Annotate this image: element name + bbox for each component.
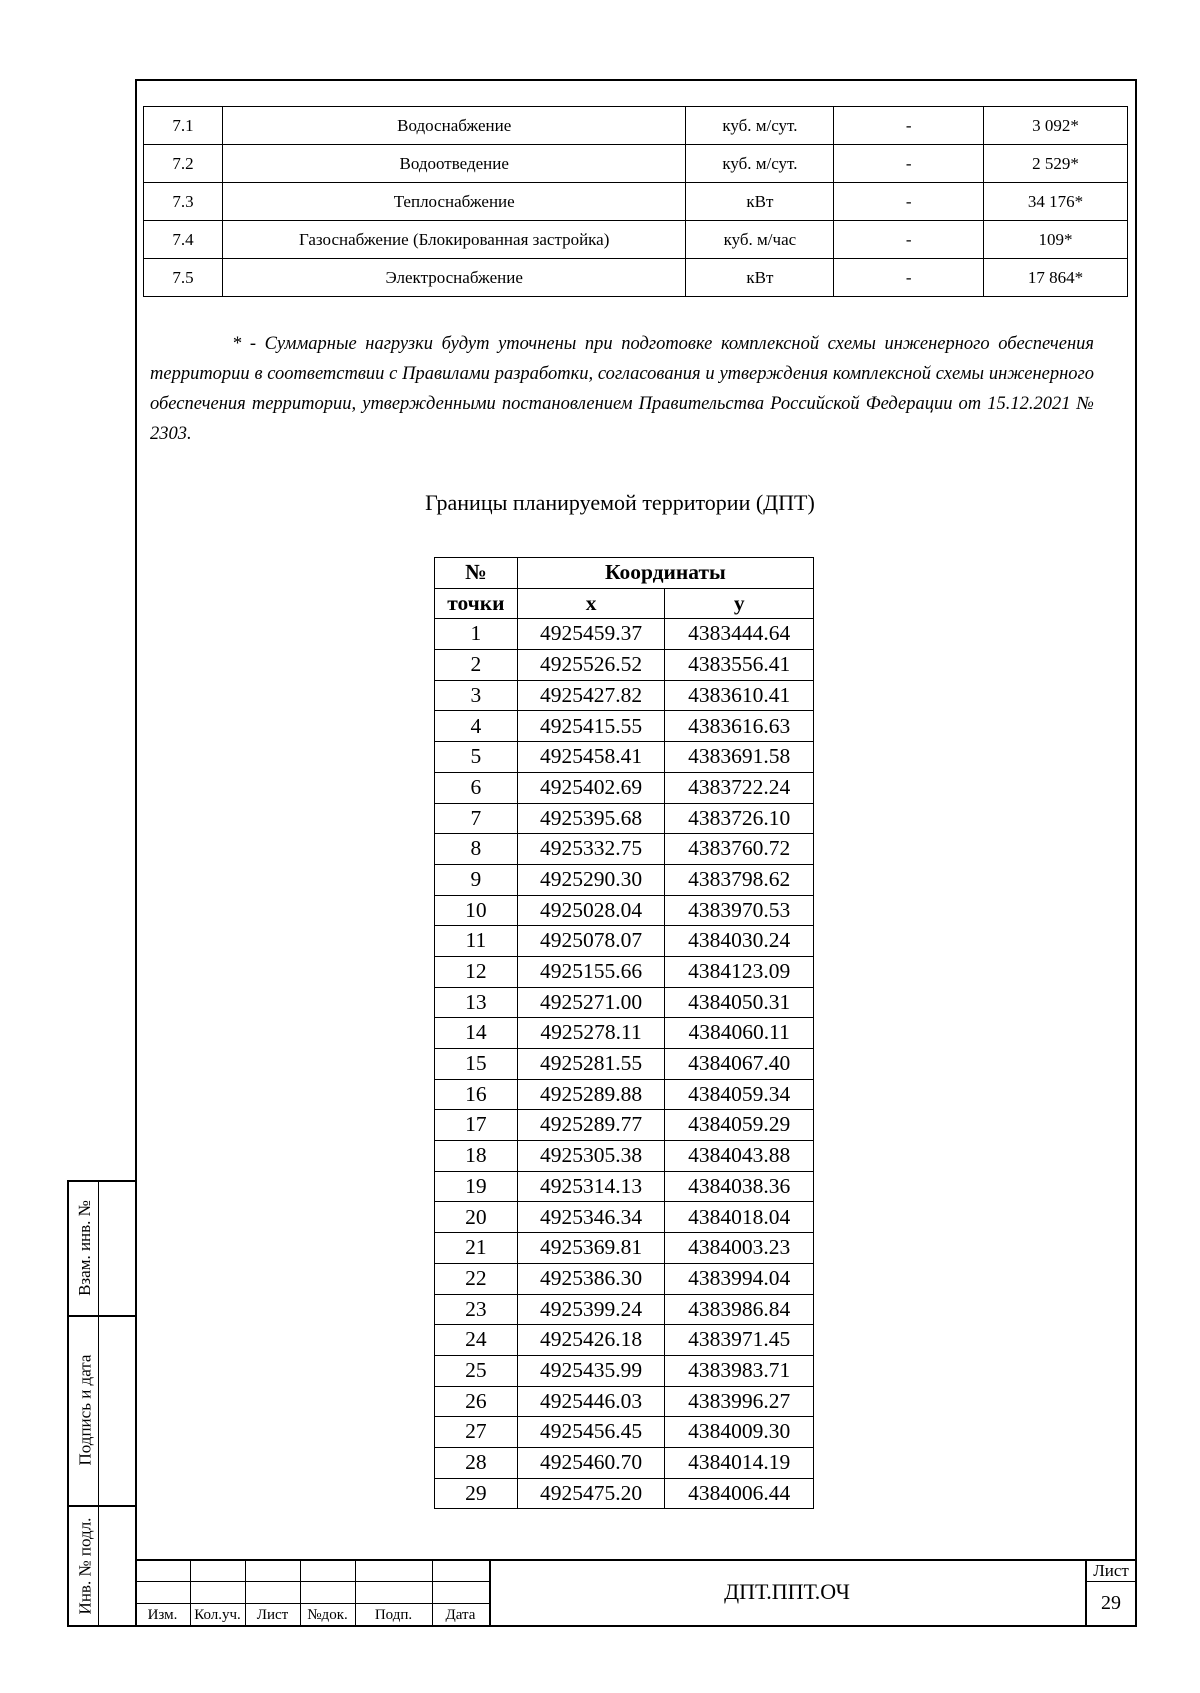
table-row	[435, 619, 814, 650]
coord-y: 4384006.44	[665, 1478, 814, 1509]
original-inventory-label: Инв. № подл.	[75, 1517, 94, 1615]
footnote: * - Суммарные нагрузки будут уточнены при подготовке комплексной схемы инженерного обеспечения территории в соответствии с Правилами разработки, согласования и утверждения комплексной схемы инженерного обеспечения территории, утвержденными постановлением Правительства Российской Федерации от 15.12.2021 № 2303.	[150, 334, 1094, 444]
table-row	[435, 1417, 814, 1448]
sheet-number: 29	[1101, 1592, 1121, 1614]
coord-x: 4925028.04	[517, 895, 665, 926]
coord-x: 4925271.00	[517, 987, 665, 1018]
coord-x: 4925078.07	[517, 926, 665, 957]
table-row	[435, 1294, 814, 1325]
coord-y: 4384018.04	[665, 1202, 814, 1233]
point-number: 26	[435, 1386, 518, 1417]
row-number: 7.2	[144, 145, 223, 183]
point-number: 8	[435, 834, 518, 865]
table-row	[144, 259, 1128, 297]
coord-y: 4383444.64	[665, 619, 814, 650]
coord-x: 4925446.03	[517, 1386, 665, 1417]
coord-y: 4383726.10	[665, 803, 814, 834]
point-number: 10	[435, 895, 518, 926]
coord-y: 4384060.11	[665, 1018, 814, 1049]
coord-y: 4383610.41	[665, 680, 814, 711]
coord-y: 4383556.41	[665, 650, 814, 681]
table-row	[144, 145, 1128, 183]
current-value: -	[834, 221, 984, 259]
header-y: y	[665, 588, 814, 619]
col-signature: Подп.	[374, 1607, 413, 1623]
point-number: 21	[435, 1233, 518, 1264]
point-number: 16	[435, 1079, 518, 1110]
coord-x: 4925427.82	[517, 680, 665, 711]
row-number: 7.1	[144, 107, 223, 145]
row-number: 7.4	[144, 221, 223, 259]
boundary-coordinates-table	[434, 557, 814, 1509]
table-row	[435, 1386, 814, 1417]
coord-x: 4925290.30	[517, 864, 665, 895]
table-row	[435, 1233, 814, 1264]
coord-x: 4925155.66	[517, 956, 665, 987]
utility-name: Водоснабжение	[222, 107, 686, 145]
table-row	[435, 1355, 814, 1386]
planned-value: 34 176*	[984, 183, 1128, 221]
point-number: 12	[435, 956, 518, 987]
coord-y: 4383986.84	[665, 1294, 814, 1325]
table-row	[144, 221, 1128, 259]
point-number: 7	[435, 803, 518, 834]
point-number: 5	[435, 742, 518, 773]
col-doc-no: №док.	[307, 1607, 348, 1623]
table-row	[435, 1049, 814, 1080]
unit: куб. м/сут.	[686, 107, 834, 145]
table-row	[144, 183, 1128, 221]
unit: кВт	[686, 259, 834, 297]
point-number: 23	[435, 1294, 518, 1325]
current-value: -	[834, 107, 984, 145]
table-row	[435, 742, 814, 773]
current-value: -	[834, 183, 984, 221]
coord-x: 4925369.81	[517, 1233, 665, 1264]
coord-x: 4925332.75	[517, 834, 665, 865]
coord-x: 4925314.13	[517, 1171, 665, 1202]
point-number: 27	[435, 1417, 518, 1448]
table-row	[144, 107, 1128, 145]
utility-name: Теплоснабжение	[222, 183, 686, 221]
table-row	[435, 650, 814, 681]
point-number: 6	[435, 772, 518, 803]
point-number: 1	[435, 619, 518, 650]
coord-x: 4925458.41	[517, 742, 665, 773]
col-kol-uch: Кол.уч.	[194, 1607, 241, 1623]
coord-x: 4925278.11	[517, 1018, 665, 1049]
table-row	[435, 1141, 814, 1172]
point-number: 18	[435, 1141, 518, 1172]
utility-name: Газоснабжение (Блокированная застройка)	[222, 221, 686, 259]
coord-x: 4925289.88	[517, 1079, 665, 1110]
coord-x: 4925386.30	[517, 1263, 665, 1294]
table-row	[435, 1202, 814, 1233]
header-x: x	[517, 588, 665, 619]
replacement-inventory-label: Взам. инв. №	[75, 1199, 94, 1296]
table-row	[435, 895, 814, 926]
coord-y: 4383994.04	[665, 1263, 814, 1294]
point-number: 13	[435, 987, 518, 1018]
point-number: 28	[435, 1447, 518, 1478]
point-number: 14	[435, 1018, 518, 1049]
current-value: -	[834, 145, 984, 183]
header-no: №	[435, 558, 518, 589]
coord-y: 4383996.27	[665, 1386, 814, 1417]
coord-y: 4383616.63	[665, 711, 814, 742]
coord-y: 4383760.72	[665, 834, 814, 865]
point-number: 17	[435, 1110, 518, 1141]
planned-value: 3 092*	[984, 107, 1128, 145]
table-row	[435, 680, 814, 711]
current-value: -	[834, 259, 984, 297]
coord-x: 4925459.37	[517, 619, 665, 650]
row-number: 7.5	[144, 259, 223, 297]
table-row	[435, 987, 814, 1018]
unit: куб. м/час	[686, 221, 834, 259]
coord-x: 4925435.99	[517, 1355, 665, 1386]
planned-value: 17 864*	[984, 259, 1128, 297]
coord-y: 4384030.24	[665, 926, 814, 957]
point-number: 24	[435, 1325, 518, 1356]
col-date: Дата	[445, 1607, 476, 1623]
table-row	[435, 772, 814, 803]
point-number: 19	[435, 1171, 518, 1202]
signature-date-label: Подпись и дата	[75, 1354, 94, 1466]
col-list: Лист	[256, 1607, 289, 1623]
table-row	[435, 864, 814, 895]
coord-x: 4925399.24	[517, 1294, 665, 1325]
coord-y: 4383983.71	[665, 1355, 814, 1386]
table-row	[435, 1171, 814, 1202]
unit: куб. м/сут.	[686, 145, 834, 183]
point-number: 4	[435, 711, 518, 742]
table-row	[435, 1079, 814, 1110]
coord-x: 4925395.68	[517, 803, 665, 834]
coord-x: 4925460.70	[517, 1447, 665, 1478]
coord-y: 4383798.62	[665, 864, 814, 895]
utility-name: Водоотведение	[222, 145, 686, 183]
point-number: 20	[435, 1202, 518, 1233]
coord-x: 4925281.55	[517, 1049, 665, 1080]
col-izm: Изм.	[147, 1607, 178, 1623]
document-code: ДПТ.ППТ.ОЧ	[724, 1579, 850, 1604]
point-number: 25	[435, 1355, 518, 1386]
unit: кВт	[686, 183, 834, 221]
coords-table-title: Границы планируемой территории (ДПТ)	[425, 490, 815, 515]
utility-loads-table	[143, 106, 1128, 297]
coord-y: 4384050.31	[665, 987, 814, 1018]
coord-x: 4925415.55	[517, 711, 665, 742]
coord-y: 4383971.45	[665, 1325, 814, 1356]
table-row	[435, 956, 814, 987]
table-row	[435, 803, 814, 834]
coord-y: 4384009.30	[665, 1417, 814, 1448]
coord-y: 4384059.29	[665, 1110, 814, 1141]
coord-x: 4925289.77	[517, 1110, 665, 1141]
sheet-label: Лист	[1093, 1561, 1129, 1580]
coord-y: 4384067.40	[665, 1049, 814, 1080]
coord-x: 4925456.45	[517, 1417, 665, 1448]
header-coordinates: Координаты	[517, 558, 813, 589]
point-number: 22	[435, 1263, 518, 1294]
coord-y: 4384003.23	[665, 1233, 814, 1264]
table-row	[435, 1478, 814, 1509]
coord-y: 4384014.19	[665, 1447, 814, 1478]
point-number: 2	[435, 650, 518, 681]
coord-x: 4925475.20	[517, 1478, 665, 1509]
coord-y: 4383970.53	[665, 895, 814, 926]
coord-x: 4925426.18	[517, 1325, 665, 1356]
point-number: 15	[435, 1049, 518, 1080]
row-number: 7.3	[144, 183, 223, 221]
table-row	[435, 1018, 814, 1049]
planned-value: 2 529*	[984, 145, 1128, 183]
table-row	[435, 1325, 814, 1356]
coord-x: 4925526.52	[517, 650, 665, 681]
coord-x: 4925402.69	[517, 772, 665, 803]
coord-y: 4383722.24	[665, 772, 814, 803]
coord-y: 4384043.88	[665, 1141, 814, 1172]
table-row	[435, 711, 814, 742]
coord-y: 4384123.09	[665, 956, 814, 987]
point-number: 29	[435, 1478, 518, 1509]
table-row	[435, 1263, 814, 1294]
table-row	[435, 1110, 814, 1141]
table-row	[435, 1447, 814, 1478]
side-stamp-divider	[98, 1180, 99, 1627]
utility-name: Электроснабжение	[222, 259, 686, 297]
table-row	[435, 926, 814, 957]
coord-y: 4383691.58	[665, 742, 814, 773]
header-point: точки	[435, 588, 518, 619]
coord-x: 4925346.34	[517, 1202, 665, 1233]
planned-value: 109*	[984, 221, 1128, 259]
point-number: 3	[435, 680, 518, 711]
table-row	[435, 834, 814, 865]
coord-y: 4384059.34	[665, 1079, 814, 1110]
coord-y: 4384038.36	[665, 1171, 814, 1202]
point-number: 9	[435, 864, 518, 895]
title-block	[135, 1559, 1137, 1627]
coord-x: 4925305.38	[517, 1141, 665, 1172]
point-number: 11	[435, 926, 518, 957]
